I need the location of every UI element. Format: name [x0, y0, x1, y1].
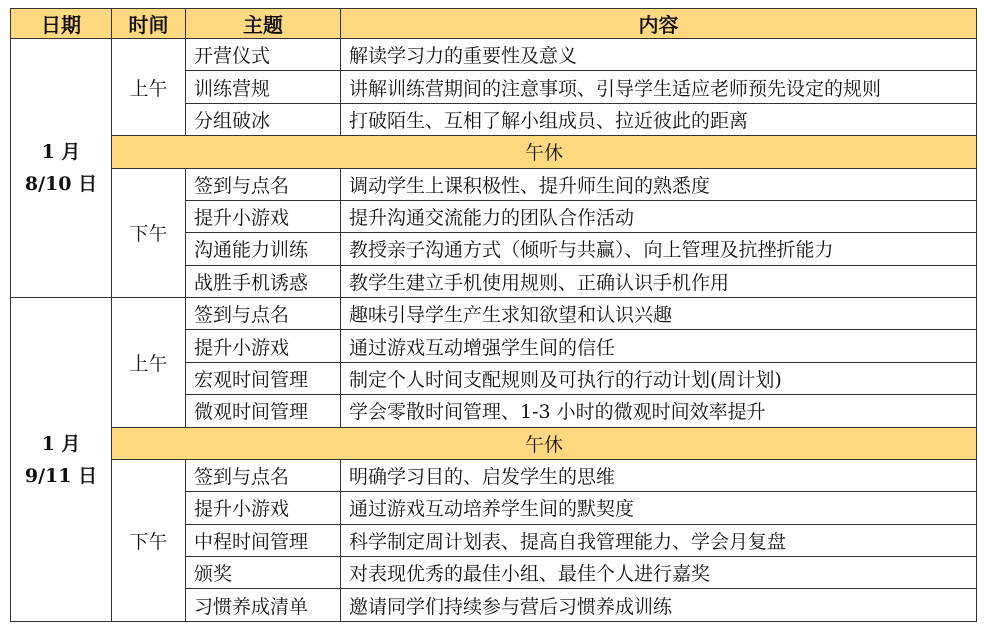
day-2-afternoon-label: 下午 [112, 459, 186, 621]
content-cell: 讲解训练营期间的注意事项、引导学生适应老师预先设定的规则 [341, 71, 977, 103]
day-1-date-days: 8/10 日 [24, 173, 98, 195]
topic-cell: 沟通能力训练 [186, 233, 341, 265]
header-topic: 主题 [186, 9, 341, 39]
table-row [11, 459, 977, 491]
content-cell: 邀请同学们持续参与营后习惯养成训练 [341, 589, 977, 622]
topic-cell: 宏观时间管理 [186, 362, 341, 394]
day-2-date-cell [11, 298, 112, 622]
day-1-date-month: 1 月 [41, 141, 81, 163]
lunch-break-row [11, 136, 977, 168]
content-cell: 打破陌生、互相了解小组成员、拉近彼此的距离 [341, 103, 977, 135]
topic-cell: 训练营规 [186, 71, 341, 103]
topic-cell: 颁奖 [186, 557, 341, 589]
day-1-morning-label: 上午 [112, 39, 186, 136]
content-cell: 制定个人时间支配规则及可执行的行动计划(周计划) [341, 362, 977, 394]
topic-cell: 签到与点名 [186, 459, 341, 491]
content-cell: 教学生建立手机使用规则、正确认识手机作用 [341, 265, 977, 297]
header-row [11, 9, 977, 39]
content-cell: 解读学习力的重要性及意义 [341, 39, 977, 71]
topic-cell: 中程时间管理 [186, 524, 341, 556]
content-cell: 通过游戏互动培养学生间的默契度 [341, 492, 977, 524]
table-row [11, 39, 977, 71]
day-2-date-month: 1 月 [41, 432, 81, 455]
topic-cell: 微观时间管理 [186, 395, 341, 427]
lunch-break-label: 午休 [112, 427, 977, 459]
content-cell: 对表现优秀的最佳小组、最佳个人进行嘉奖 [341, 557, 977, 589]
table-row [11, 168, 977, 200]
content-cell: 科学制定周计划表、提高自我管理能力、学会月复盘 [341, 524, 977, 556]
topic-cell: 开营仪式 [186, 39, 341, 71]
topic-cell: 提升小游戏 [186, 492, 341, 524]
table-row [11, 298, 977, 330]
topic-cell: 提升小游戏 [186, 330, 341, 362]
day-2-morning-label: 上午 [112, 298, 186, 428]
header-time: 时间 [112, 9, 186, 39]
topic-cell: 签到与点名 [186, 298, 341, 330]
content-cell: 调动学生上课积极性、提升师生间的熟悉度 [341, 168, 977, 200]
content-cell: 教授亲子沟通方式（倾听与共赢）、向上管理及抗挫折能力 [341, 233, 977, 265]
topic-cell: 战胜手机诱惑 [186, 265, 341, 297]
topic-cell: 提升小游戏 [186, 200, 341, 232]
topic-cell: 签到与点名 [186, 168, 341, 200]
content-cell: 学会零散时间管理、1-3 小时的微观时间效率提升 [341, 395, 977, 427]
day-1-afternoon-label: 下午 [112, 168, 186, 298]
lunch-break-row [11, 427, 977, 459]
content-cell: 提升沟通交流能力的团队合作活动 [341, 200, 977, 232]
content-cell: 通过游戏互动增强学生间的信任 [341, 330, 977, 362]
header-content: 内容 [341, 9, 977, 39]
topic-cell: 分组破冰 [186, 103, 341, 135]
schedule-table [10, 8, 977, 622]
lunch-break-label: 午休 [112, 136, 977, 168]
day-2-date-days: 9/11 日 [24, 464, 98, 487]
content-cell: 趣味引导学生产生求知欲望和认识兴趣 [341, 298, 977, 330]
header-date: 日期 [11, 9, 112, 39]
content-cell: 明确学习目的、启发学生的思维 [341, 459, 977, 491]
day-1-date-cell [11, 39, 112, 298]
topic-cell: 习惯养成清单 [186, 589, 341, 622]
